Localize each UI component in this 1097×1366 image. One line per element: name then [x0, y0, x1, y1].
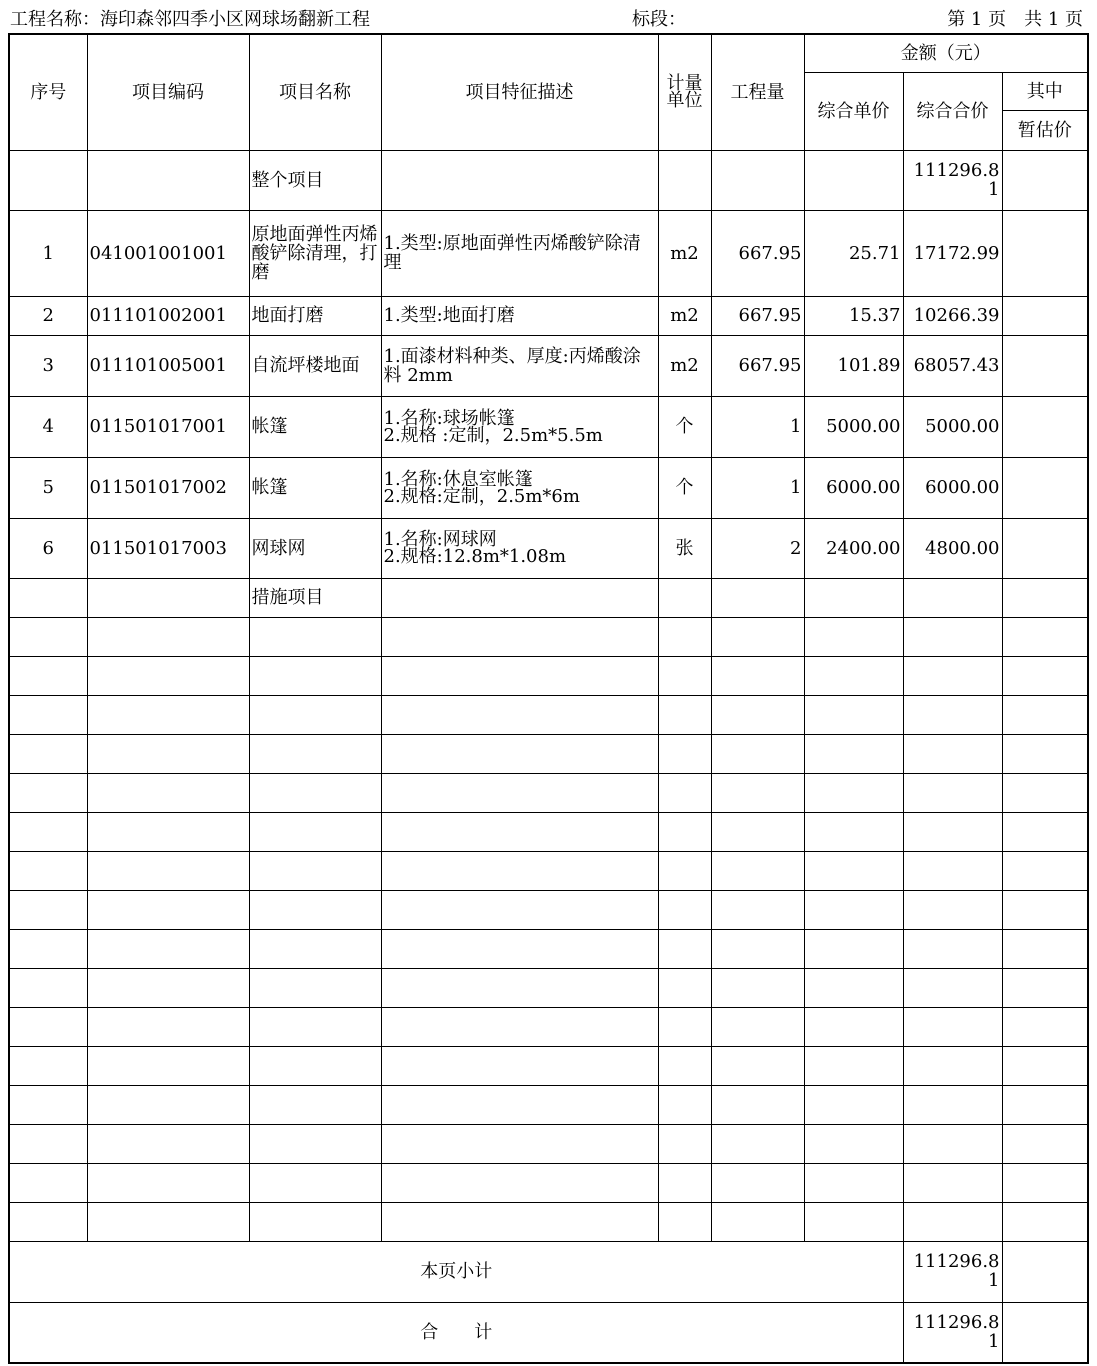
- grand-total-row: [9, 1302, 1088, 1363]
- cell-desc: 1.类型:地面打磨: [381, 296, 658, 335]
- cell-seq: 5: [9, 457, 87, 518]
- cell-total: 6000.00: [903, 457, 1002, 518]
- cell-unit-price: 101.89: [804, 335, 903, 396]
- cell-desc-line: 2.规格:定制，2.5m*6m: [383, 485, 580, 507]
- empty-row: [9, 1163, 1088, 1202]
- cell-seq: 4: [9, 396, 87, 457]
- cell-code: 011501017001: [87, 396, 249, 457]
- cell-seq: 2: [9, 296, 87, 335]
- cell-desc-line: 1.名称:球场帐篷: [383, 407, 515, 429]
- table-row: [9, 518, 1088, 578]
- cell-desc: 1.类型:原地面弹性丙烯酸铲除清理: [381, 210, 658, 296]
- col-amount: 金额（元）: [804, 34, 1088, 72]
- cell-qty: 667.95: [711, 335, 804, 396]
- subtotal-label: 本页小计: [9, 1241, 903, 1302]
- cell-total: 68057.43: [903, 335, 1002, 396]
- empty-row: [9, 1124, 1088, 1163]
- empty-row: [9, 1085, 1088, 1124]
- table-row: [9, 578, 1088, 617]
- cell-desc-line: 1.名称:休息室帐篷: [383, 468, 533, 490]
- page-indicator: 第 1 页 共 1 页: [947, 9, 1083, 30]
- empty-row: [9, 1046, 1088, 1085]
- cell-name: 帐篷: [249, 396, 381, 457]
- cell-unit-price: 15.37: [804, 296, 903, 335]
- cell-name: 网球网: [249, 518, 381, 578]
- cell-seq: 6: [9, 518, 87, 578]
- table-row: [9, 396, 1088, 457]
- empty-row: [9, 812, 1088, 851]
- cell-name: 地面打磨: [249, 296, 381, 335]
- cell-name: 原地面弹性丙烯酸铲除清理，打磨: [249, 210, 381, 296]
- cell-qty: 667.95: [711, 210, 804, 296]
- empty-row: [9, 695, 1088, 734]
- cell-unit: m2: [658, 210, 711, 296]
- cell-seq: 3: [9, 335, 87, 396]
- col-code: 项目编码: [87, 34, 249, 150]
- grand-total-label: 合 计: [9, 1302, 903, 1363]
- cell-desc-line: 2.规格:12.8m*1.08m: [383, 546, 567, 567]
- col-name: 项目名称: [249, 34, 381, 150]
- empty-row: [9, 929, 1088, 968]
- cell-code: 011101005001: [87, 335, 249, 396]
- col-qty: 工程量: [711, 34, 804, 150]
- cell-desc-line: 1.名称:网球网: [383, 529, 497, 550]
- bill-of-quantities-table: [8, 33, 1089, 1364]
- table-row: [9, 335, 1088, 396]
- col-provisional: 暂估价: [1002, 110, 1088, 150]
- cell-total: 10266.39: [903, 296, 1002, 335]
- cell-code: 011101002001: [87, 296, 249, 335]
- empty-row: [9, 851, 1088, 890]
- cell-code: 011501017003: [87, 518, 249, 578]
- cell-name: 自流坪楼地面: [249, 335, 381, 396]
- cell-unit: 张: [658, 518, 711, 578]
- empty-row: [9, 890, 1088, 929]
- cell-code: 011501017002: [87, 457, 249, 518]
- table-row: [9, 210, 1088, 296]
- table-row: [9, 457, 1088, 518]
- col-of-which: 其中: [1002, 72, 1088, 110]
- cell-total: 4800.00: [903, 518, 1002, 578]
- empty-row: [9, 968, 1088, 1007]
- cell-unit: m2: [658, 335, 711, 396]
- grand-total-value: 111296.81: [903, 1302, 1002, 1363]
- cell-qty: 1: [711, 457, 804, 518]
- cell-code: 041001001001: [87, 210, 249, 296]
- cell-unit-price: 25.71: [804, 210, 903, 296]
- cell-desc: [381, 457, 658, 518]
- empty-row: [9, 617, 1088, 656]
- cell-qty: 2: [711, 518, 804, 578]
- col-seq: 序号: [9, 34, 87, 150]
- table-row: [9, 150, 1088, 210]
- table-row: [9, 296, 1088, 335]
- cell-desc: [381, 518, 658, 578]
- cell-unit-price: 2400.00: [804, 518, 903, 578]
- cell-total: 17172.99: [903, 210, 1002, 296]
- section-label: 标段：: [632, 9, 686, 30]
- whole-project-label: 整个项目: [249, 150, 381, 210]
- col-desc: 项目特征描述: [381, 34, 658, 150]
- cell-desc: [381, 396, 658, 457]
- subtotal-value: 111296.81: [903, 1241, 1002, 1302]
- measures-label: 措施项目: [249, 578, 381, 617]
- cell-unit: 个: [658, 457, 711, 518]
- cell-seq: 1: [9, 210, 87, 296]
- whole-project-total: 111296.81: [903, 150, 1002, 210]
- empty-row: [9, 656, 1088, 695]
- cell-qty: 667.95: [711, 296, 804, 335]
- cell-desc-line: 2.规格 :定制，2.5m*5.5m: [383, 424, 603, 446]
- empty-row: [9, 773, 1088, 812]
- empty-row: [9, 734, 1088, 773]
- col-total-price: 综合合价: [903, 72, 1002, 150]
- subtotal-row: [9, 1241, 1088, 1302]
- col-unit-price: 综合单价: [804, 72, 903, 150]
- cell-unit-price: 6000.00: [804, 457, 903, 518]
- cell-unit: m2: [658, 296, 711, 335]
- col-unit: 计量单位: [658, 34, 711, 150]
- cell-name: 帐篷: [249, 457, 381, 518]
- cell-desc: 1.面漆材料种类、厚度:丙烯酸涂料 2mm: [381, 335, 658, 396]
- cell-total: 5000.00: [903, 396, 1002, 457]
- cell-qty: 1: [711, 396, 804, 457]
- cell-unit: 个: [658, 396, 711, 457]
- empty-row: [9, 1007, 1088, 1046]
- empty-row: [9, 1202, 1088, 1241]
- cell-unit-price: 5000.00: [804, 396, 903, 457]
- project-name: 工程名称：海印森邻四季小区网球场翻新工程: [10, 9, 370, 30]
